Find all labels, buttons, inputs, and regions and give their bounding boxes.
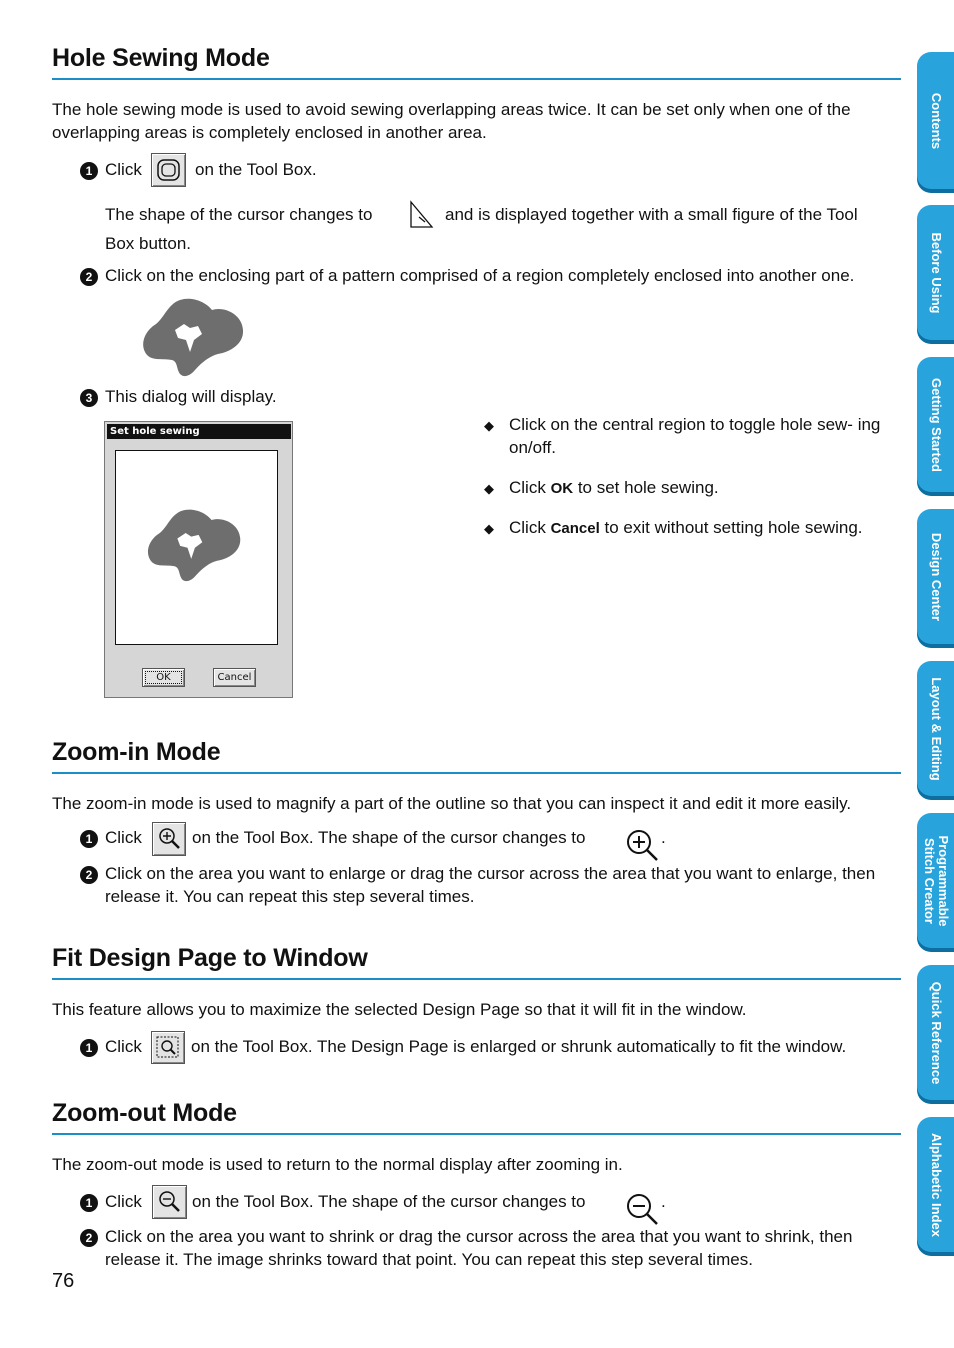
step-number: 3 (80, 389, 98, 407)
zoom-in-tool-button[interactable] (152, 822, 186, 856)
dialog-ok-button[interactable]: OK (142, 668, 185, 687)
arrow-cursor-icon (408, 200, 436, 230)
tab-contents[interactable]: Contents (917, 52, 954, 189)
step-number: 2 (80, 268, 98, 286)
step-text: Click on the area you want to shrink or drag the cursor across the area that you want to shrink, then release it. The image shrinks toward that point. You can repeat this step several times. (105, 1227, 853, 1269)
diamond-bullet-icon: ◆ (484, 418, 494, 433)
step-number: 1 (80, 162, 98, 180)
step-text: Click on the enclosing part of a pattern comprised of a region completely enclosed into another one. (105, 266, 855, 285)
step-text: and is displayed together with a small figure of the Tool (445, 205, 858, 224)
step-number: 1 (80, 1194, 98, 1212)
step-text: Box button. (105, 234, 192, 253)
hole-sewing-tool-button[interactable] (151, 153, 186, 187)
step-text: Click on the area you want to enlarge or drag the cursor across the area that you want to enlarge, then release it. You can repeat this step several times. (105, 864, 876, 906)
step-text: Click (105, 1037, 142, 1056)
step-number: 1 (80, 830, 98, 848)
bullet-text: Click Cancel to exit without setting hole sewing. (509, 518, 863, 537)
dialog-title-bar: Set hole sewing (107, 424, 291, 439)
section-rule (52, 1133, 901, 1135)
section-rule (52, 78, 901, 80)
ok-keyword: OK (550, 480, 574, 497)
section-title-zoom-out: Zoom-out Mode (52, 1099, 237, 1127)
fit-intro: This feature allows you to maximize the selected Design Page so that it will fit in the window. (52, 1000, 747, 1019)
step-text: Click (105, 1192, 142, 1211)
zoom-out-tool-button[interactable] (152, 1185, 187, 1219)
step-number: 2 (80, 1229, 98, 1247)
hole-intro: The hole sewing mode is used to avoid sewing overlapping areas twice. It can be set only when one of the overlapping areas is completely enclosed in another area. (52, 100, 851, 142)
zoomin-intro: The zoom-in mode is used to magnify a part of the outline so that you can inspect it and edit it more easily. (52, 794, 852, 813)
dialog-preview-area[interactable] (115, 450, 278, 645)
zoom-in-cursor-icon (624, 827, 660, 863)
step-text: on the Tool Box. The shape of the cursor changes to (192, 828, 586, 847)
zoom-out-tool-icon (153, 1186, 186, 1218)
fit-window-tool-icon (152, 1032, 184, 1063)
zoom-out-cursor-icon (624, 1191, 660, 1227)
step-text: on the Tool Box. (195, 160, 317, 179)
tab-alphabetic-index[interactable]: Alphabetic Index (917, 1117, 954, 1252)
tab-getting-started[interactable]: Getting Started (917, 357, 954, 492)
step-text: This dialog will display. (105, 387, 277, 406)
step-text: . (661, 828, 666, 847)
step-text: on the Tool Box. The shape of the cursor changes to (192, 1192, 586, 1211)
section-rule (52, 772, 901, 774)
pattern-shape-image (140, 296, 246, 378)
hole-sewing-tool-icon (152, 154, 185, 186)
diamond-bullet-icon: ◆ (484, 481, 494, 496)
section-title-fit-design-page: Fit Design Page to Window (52, 944, 368, 972)
section-rule (52, 978, 901, 980)
cancel-keyword: Cancel (550, 520, 600, 537)
set-hole-sewing-dialog (104, 421, 293, 698)
step-text: Click (105, 828, 142, 847)
tab-quick-reference[interactable]: Quick Reference (917, 965, 954, 1100)
step-text: . (661, 1192, 666, 1211)
tab-design-center[interactable]: Design Center (917, 509, 954, 644)
tab-layout-editing[interactable]: Layout & Editing (917, 661, 954, 796)
step-number: 2 (80, 866, 98, 884)
bullet-text: Click on the central region to toggle hole sew- ing on/off. (509, 415, 881, 457)
diamond-bullet-icon: ◆ (484, 521, 494, 536)
zoom-in-tool-icon (153, 823, 185, 855)
dialog-cancel-button[interactable]: Cancel (213, 668, 256, 687)
page-number: 76 (52, 1270, 75, 1292)
step-text: on the Tool Box. The Design Page is enlarged or shrunk automatically to fit the window. (191, 1037, 847, 1056)
tab-before-using[interactable]: Before Using (917, 205, 954, 340)
pattern-preview-shape[interactable] (145, 506, 243, 584)
step-text: The shape of the cursor changes to (105, 205, 373, 224)
section-title-hole-sewing: Hole Sewing Mode (52, 44, 270, 72)
tab-programmable-stitch-creator[interactable]: Programmable Stitch Creator (917, 813, 954, 948)
fit-window-tool-button[interactable] (151, 1031, 185, 1064)
step-number: 1 (80, 1039, 98, 1057)
bullet-text: Click OK to set hole sewing. (509, 478, 719, 497)
section-title-zoom-in: Zoom-in Mode (52, 738, 221, 766)
zoomout-intro: The zoom-out mode is used to return to the normal display after zooming in. (52, 1155, 623, 1174)
step-text: Click (105, 160, 142, 179)
